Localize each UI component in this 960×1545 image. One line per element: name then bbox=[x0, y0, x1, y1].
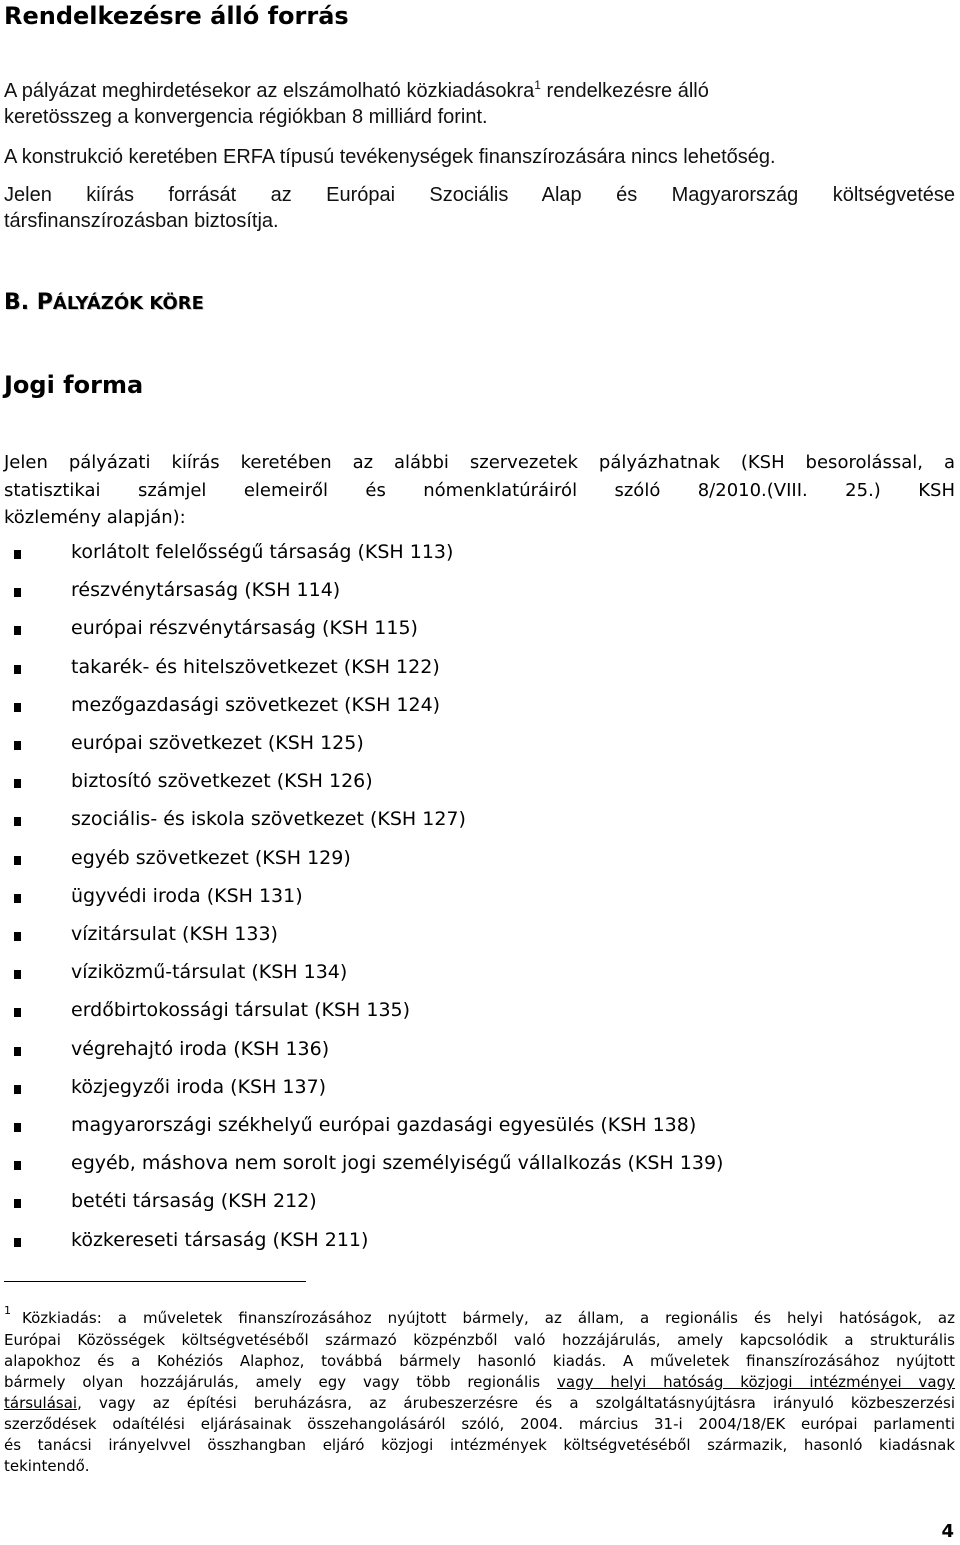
square-bullet-icon bbox=[14, 1238, 21, 1247]
square-bullet-icon bbox=[14, 1199, 21, 1208]
list-item-text: korlátolt felelősségű társaság (KSH 113) bbox=[71, 541, 454, 563]
list-item-text: víziközmű-társulat (KSH 134) bbox=[71, 961, 348, 983]
footnote-line: és tanácsi irányelvvel összhangban eljáró közjogi intézmények költségvetéséből származik, hasonló kiadásnak bbox=[4, 1436, 955, 1454]
list-item-text: mezőgazdasági szövetkezet (KSH 124) bbox=[71, 694, 441, 716]
list-item-text: takarék- és hitelszövetkezet (KSH 122) bbox=[71, 656, 440, 678]
paragraph-line: statisztikai számjel elemeiről és nómenklatúráiról szóló 8/2010.(VIII. 25.) KSH bbox=[4, 480, 955, 501]
text-span: , vagy az építési beruházásra, az árubeszerzésre és a szolgáltatásnyújtásra irányuló közbeszerzési bbox=[77, 1394, 955, 1412]
footnote-line bbox=[4, 1394, 955, 1412]
square-bullet-icon bbox=[14, 894, 21, 903]
section-heading: Rendelkezésre álló forrás bbox=[4, 2, 349, 30]
list-item-text: egyéb szövetkezet (KSH 129) bbox=[71, 847, 351, 869]
footnote-divider bbox=[4, 1281, 306, 1282]
heading-initial: B. P bbox=[4, 290, 53, 315]
section-b-heading bbox=[4, 290, 204, 315]
square-bullet-icon bbox=[14, 741, 21, 750]
paragraph-line: Jelen pályázati kiírás keretében az alábbi szervezetek pályázhatnak (KSH besorolással, a bbox=[4, 452, 955, 473]
list-item-text: közkereseti társaság (KSH 211) bbox=[71, 1229, 369, 1251]
square-bullet-icon bbox=[14, 588, 21, 597]
square-bullet-icon bbox=[14, 626, 21, 635]
list-item-text: magyarországi székhelyű európai gazdasági egyesülés (KSH 138) bbox=[71, 1114, 697, 1136]
text-span: rendelkezésre álló bbox=[540, 80, 709, 102]
paragraph-line: Jelen kiírás forrását az Európai Szociális Alap és Magyarország költségvetése bbox=[4, 184, 955, 206]
square-bullet-icon bbox=[14, 817, 21, 826]
square-bullet-icon bbox=[14, 703, 21, 712]
list-item-text: vízitársulat (KSH 133) bbox=[71, 923, 278, 945]
heading-rest: ÁLYÁZÓK KÖRE bbox=[52, 293, 204, 314]
text-span: A pályázat meghirdetésekor az elszámolható közkiadásokra bbox=[4, 80, 535, 102]
underlined-text: vagy helyi hatóság közjogi intézményei vagy bbox=[557, 1373, 956, 1391]
list-item-text: biztosító szövetkezet (KSH 126) bbox=[71, 770, 373, 792]
paragraph-line: keretösszeg a konvergencia régiókban 8 milliárd forint. bbox=[4, 106, 488, 128]
subheading-jogi-forma: Jogi forma bbox=[4, 371, 144, 399]
list-item-text: részvénytársaság (KSH 114) bbox=[71, 579, 341, 601]
square-bullet-icon bbox=[14, 1085, 21, 1094]
list-item-text: ügyvédi iroda (KSH 131) bbox=[71, 885, 303, 907]
list-item-text: végrehajtó iroda (KSH 136) bbox=[71, 1038, 330, 1060]
list-item-text: szociális- és iskola szövetkezet (KSH 127) bbox=[71, 808, 466, 830]
text-span: bármely olyan hozzájárulás, amely egy vagy több regionális bbox=[4, 1373, 557, 1391]
footnote-line bbox=[4, 1373, 955, 1391]
square-bullet-icon bbox=[14, 550, 21, 559]
list-item-text: betéti társaság (KSH 212) bbox=[71, 1190, 317, 1212]
footnote-line: Európai Közösségek költségvetéséből származó közpénzből való hozzájárulás, amely kapcsolódik a strukturális bbox=[4, 1331, 955, 1349]
underlined-text: társulásai bbox=[4, 1394, 78, 1412]
paragraph-line: társfinanszírozásban biztosítja. bbox=[4, 210, 279, 232]
footnote-line: alapokhoz és a Kohéziós Alaphoz, továbbá bármely hasonló kiadás. A műveletek finanszírozásához nyújtott bbox=[4, 1352, 955, 1370]
paragraph-line: A konstrukció keretében ERFA típusú tevékenységek finanszírozására nincs lehetőség. bbox=[4, 146, 776, 168]
list-item-text: közjegyzői iroda (KSH 137) bbox=[71, 1076, 327, 1098]
footnote-line: Közkiadás: a műveletek finanszírozásához nyújtott bármely, az állam, a regionális és helyi hatóságok, az bbox=[22, 1309, 955, 1327]
footnote-line: szerződések odaítélési eljárásainak összehangolásáról szóló, 2004. március 31-i 2004/18/EK európai parlamenti bbox=[4, 1415, 955, 1433]
square-bullet-icon bbox=[14, 970, 21, 979]
footnote-ref[interactable]: 1 bbox=[534, 78, 541, 92]
square-bullet-icon bbox=[14, 1123, 21, 1132]
square-bullet-icon bbox=[14, 932, 21, 941]
footnote-marker: 1 bbox=[4, 1304, 11, 1317]
square-bullet-icon bbox=[14, 1047, 21, 1056]
list-item-text: európai részvénytársaság (KSH 115) bbox=[71, 617, 418, 639]
square-bullet-icon bbox=[14, 1161, 21, 1170]
footnote-line: tekintendő. bbox=[4, 1457, 90, 1475]
paragraph-line: közlemény alapján): bbox=[4, 507, 186, 528]
square-bullet-icon bbox=[14, 779, 21, 788]
square-bullet-icon bbox=[14, 856, 21, 865]
list-item-text: európai szövetkezet (KSH 125) bbox=[71, 732, 364, 754]
square-bullet-icon bbox=[14, 665, 21, 674]
page-number: 4 bbox=[941, 1521, 954, 1542]
paragraph-line bbox=[4, 80, 709, 103]
list-item-text: erdőbirtokossági társulat (KSH 135) bbox=[71, 999, 411, 1021]
square-bullet-icon bbox=[14, 1008, 21, 1017]
list-item-text: egyéb, máshova nem sorolt jogi személyiségű vállalkozás (KSH 139) bbox=[71, 1152, 724, 1174]
